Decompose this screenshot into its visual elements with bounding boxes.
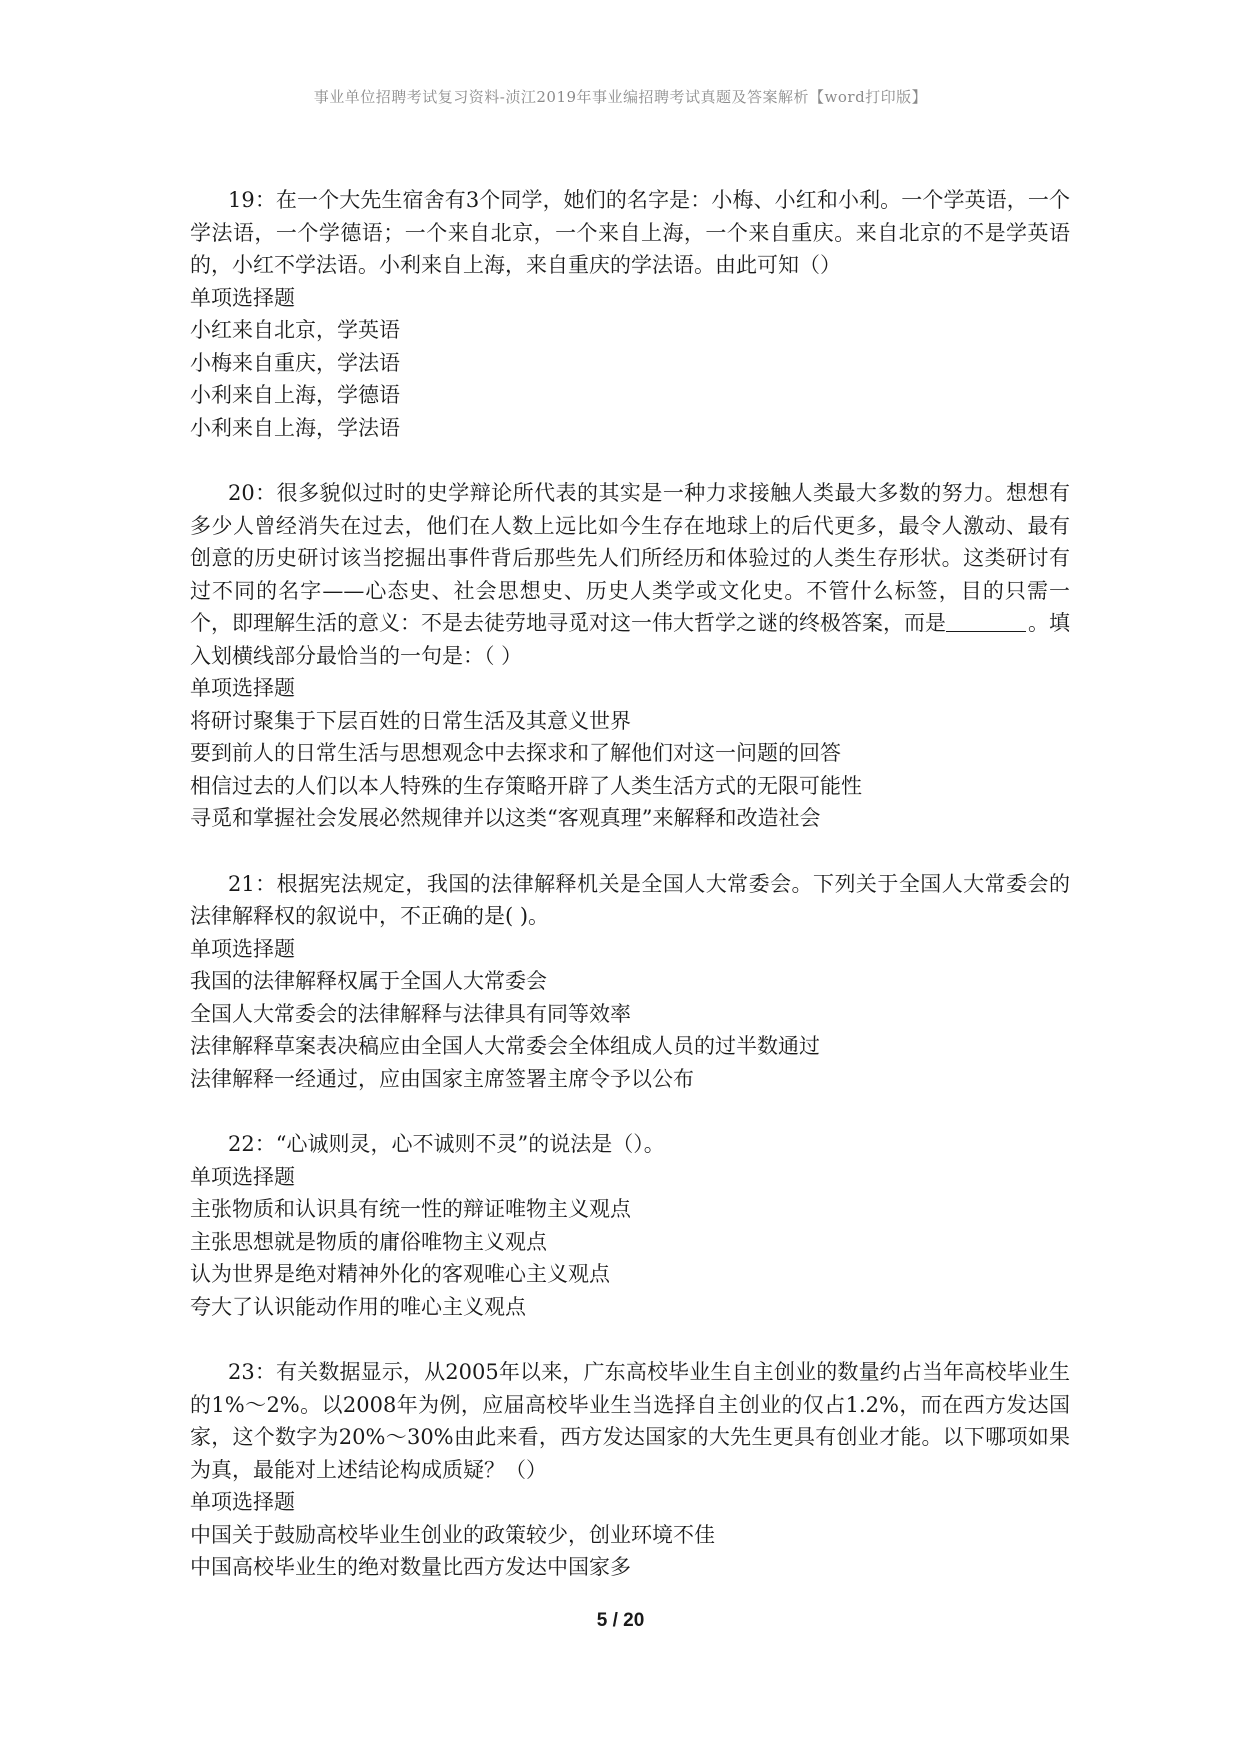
question-21 [190, 868, 1070, 1096]
question-type: 单项选择题 [190, 936, 295, 961]
option-c: 相信过去的人们以本人特殊的生存策略开辟了人类生活方式的无限可能性 [190, 773, 862, 798]
question-23 [190, 1356, 1070, 1584]
option-b: 小梅来自重庆，学法语 [190, 350, 400, 375]
page-header: 事业单位招聘考试复习资料-浈江2019年事业编招聘考试真题及答案解析【word打印版】 [313, 88, 928, 106]
question-type: 单项选择题 [190, 676, 295, 700]
option-d: 小利来自上海，学法语 [190, 415, 400, 440]
page-number: 5 / 20 [596, 1610, 645, 1631]
option-c: 小利来自上海，学德语 [190, 383, 400, 407]
option-c: 认为世界是绝对精神外化的客观唯心主义观点 [190, 1262, 610, 1286]
document-body [190, 184, 1070, 1617]
option-b: 中国高校毕业生的绝对数量比西方发达中国家多 [190, 1555, 631, 1579]
option-b: 要到前人的日常生活与思想观念中去探求和了解他们对这一问题的回答 [190, 741, 841, 765]
fill-in-blank-line [946, 611, 1026, 632]
question-20 [190, 477, 1070, 835]
option-c: 法律解释草案表决稿应由全国人大常委会全体组成人员的过半数通过 [190, 1034, 820, 1058]
option-a: 将研讨聚集于下层百姓的日常生活及其意义世界 [190, 708, 631, 733]
option-d: 寻觅和掌握社会发展必然规律并以这类“客观真理”来解释和改造社会 [190, 806, 821, 830]
question-text-part1: 20：很多貌似过时的史学辩论所代表的其实是一种力求接触人类最大多数的努力。想想有多少人曾经消失在过去，他们在人数上远比如今生存在地球上的后代更多，最令人激动、最有创意的历史研讨该当挖掘出事件背后那些先人们所经历和体验过的人类生存形状。这类研讨有过不同的名字——心态史、社会思想史、历史人类学或文化史。不管什么标签，目的只需一个，即理解生活的意义：不是去徒劳地寻觅对这一伟大哲学之谜的终极答案，而是 [190, 481, 1070, 635]
option-d: 夸大了认识能动作用的唯心主义观点 [190, 1294, 526, 1319]
option-a: 我国的法律解释权属于全国人大常委会 [190, 969, 547, 993]
question-type: 单项选择题 [190, 285, 295, 310]
question-22 [190, 1128, 1070, 1323]
question-type: 单项选择题 [190, 1490, 295, 1514]
question-type: 单项选择题 [190, 1164, 295, 1189]
question-text: 19：在一个大先生宿舍有3个同学，她们的名字是：小梅、小红和小利。一个学英语，一个学法语，一个学德语；一个来自北京，一个来自上海，一个来自重庆。来自北京的不是学英语的，小红不学法语。小利来自上海，来自重庆的学法语。由此可知（） [190, 188, 1070, 277]
option-a: 中国关于鼓励高校毕业生创业的政策较少，创业环境不佳 [190, 1522, 715, 1547]
option-d: 法律解释一经通过，应由国家主席签署主席令予以公布 [190, 1066, 694, 1091]
question-19 [190, 184, 1070, 444]
question-text: 22：“心诚则灵，心不诚则不灵”的说法是（）。 [228, 1132, 665, 1156]
option-b: 主张思想就是物质的庸俗唯物主义观点 [190, 1229, 547, 1254]
question-text [190, 477, 1070, 672]
option-a: 小红来自北京，学英语 [190, 318, 400, 342]
question-text: 23：有关数据显示，从2005年以来，广东高校毕业生自主创业的数量约占当年高校毕业生的1%～2%。以2008年为例，应届高校毕业生当选择自主创业的仅占1.2%，而在西方发达国家，这个数字为20%～30%由此来看，西方发达国家的大先生更具有创业才能。以下哪项如果为真，最能对上述结论构成质疑？（） [190, 1360, 1070, 1482]
question-text: 21：根据宪法规定，我国的法律解释机关是全国人大常委会。下列关于全国人大常委会的法律解释权的叙说中，不正确的是( )。 [190, 871, 1070, 928]
option-b: 全国人大常委会的法律解释与法律具有同等效率 [190, 1001, 631, 1026]
option-a: 主张物质和认识具有统一性的辩证唯物主义观点 [190, 1197, 631, 1221]
question-text-part2: 。填入划横线部分最恰当的一句是：（ ） [190, 611, 1070, 668]
